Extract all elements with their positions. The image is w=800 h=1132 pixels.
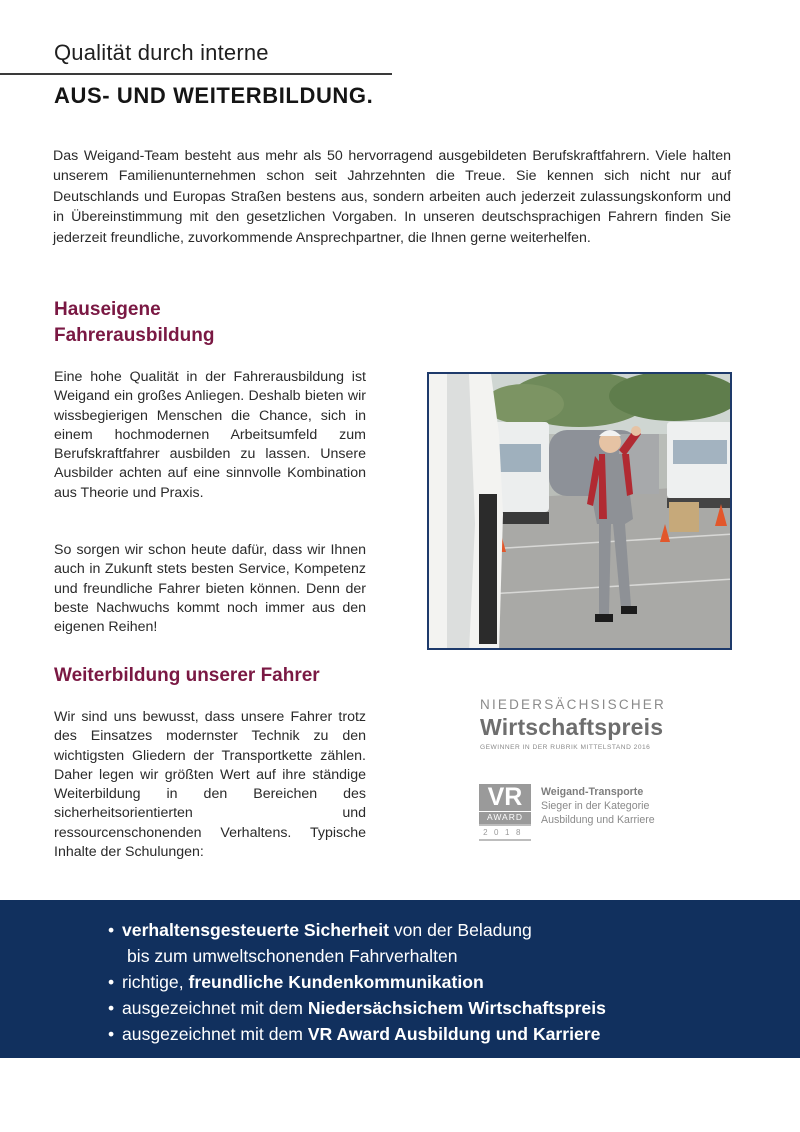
highlight-item [108,917,728,969]
vr-award-text-1: Weigand-Transporte [541,786,644,798]
highlight-item [108,1021,728,1047]
vr-award-letters: VR [487,783,523,811]
kicker-title: Qualität durch interne [54,40,269,65]
driver-training-photo [427,372,732,650]
title-rule [0,73,392,75]
highlight-text: ausgezeichnet mit dem [122,998,308,1018]
vr-award-line-bottom [479,839,531,841]
weiterbildung-paragraph: Wir sind uns bewusst, dass unsere Fahrer trotz des Einsatzes modernster Technik zu den wichtigsten Gliedern der Transportkette zählen. Daher legen wir größten Wert auf ihre ständige Weiterbildung in den Bereichen des sicherheitsorientierten und ressourcenschonenden Verhaltens. Typische Inhalte der Schulungen: [54,709,366,861]
vr-award-caption [541,785,691,827]
wirtschaftspreis-line3: GEWINNER IN DER RUBRIK MITTELSTAND 2016 [480,744,651,751]
intro-paragraph: Das Weigand-Team besteht aus mehr als 50 hervorragend ausgebildeten Berufskraftfahrern. Viele halten unserem Familienunternehmen schon seit Jahrzehnten die Treue. Sie kennen sich nicht nur auf Deutschlands und Europas Straßen bestens aus, sondern arbeiten auch jederzeit zulassungskonform und in Übereinstimmung mit den gesetzlichen Vorgaben. In unseren deutschsprachigen Fahrern finden Sie jederzeit freundliche, zuvorkommende Ansprechpartner, die Ihnen gerne weiterhelfen. [53,148,731,246]
page-title: AUS- UND WEITERBILDUNG. [54,83,374,108]
highlight-item [108,969,728,995]
highlight-continuation: bis zum umweltschonenden Fahrverhalten [127,946,458,966]
vr-award-text-3: Ausbildung und Karriere [541,814,655,826]
vr-award-year: 2018 [483,828,527,837]
wirtschaftspreis-line1: NIEDERSÄCHSISCHER [480,697,666,712]
wirtschaftspreis-line2: Wirtschaftspreis [480,714,664,740]
wirtschaftspreis-logo [480,697,680,751]
vr-award-line-top [479,824,531,826]
fahrerausbildung-paragraph-1: Eine hohe Qualität in der Fahrerausbildung ist Weigand ein großes Anliegen. Deshalb bieten wir wissbegierigen Menschen die Chance, sich in einem hochmodernen Arbeitsumfeld zum Berufskraftfahrer ausbilden zu lassen. Unsere Ausbilder achten auf eine sinnvolle Kombination aus Theorie und Praxis. [54,369,366,501]
highlight-bold: verhaltensgesteuerte Sicherheit [122,920,389,940]
highlight-bold: freundliche Kundenkommunikation [188,972,484,992]
highlight-bold: Niedersächsichem Wirtschaftspreis [307,998,606,1018]
vr-award-word: AWARD [479,811,531,822]
highlight-bold: VR Award Ausbildung und Karriere [307,1024,601,1044]
vr-award-text-2: Sieger in der Kategorie [541,800,650,812]
vr-award-badge [479,784,531,824]
vr-award-logo [479,784,532,841]
highlight-text: ausgezeichnet mit dem [122,1024,308,1044]
section-heading-weiterbildung: Weiterbildung unserer Fahrer [54,665,320,686]
section-heading-fahrerausbildung: Hauseigene Fahrerausbildung [54,299,215,346]
fahrerausbildung-paragraph-2: So sorgen wir schon heute dafür, dass wir Ihnen auch in Zukunft stets besten Service, Kompetenz und freundliche Fahrer bieten können. Denn der beste Nachwuchs kommt noch immer aus den eigenen Reihen! [54,542,366,636]
highlight-item [108,995,728,1021]
highlight-text: von der Beladung [388,920,532,940]
highlight-text: richtige, [122,972,189,992]
highlights-list [108,917,728,1047]
